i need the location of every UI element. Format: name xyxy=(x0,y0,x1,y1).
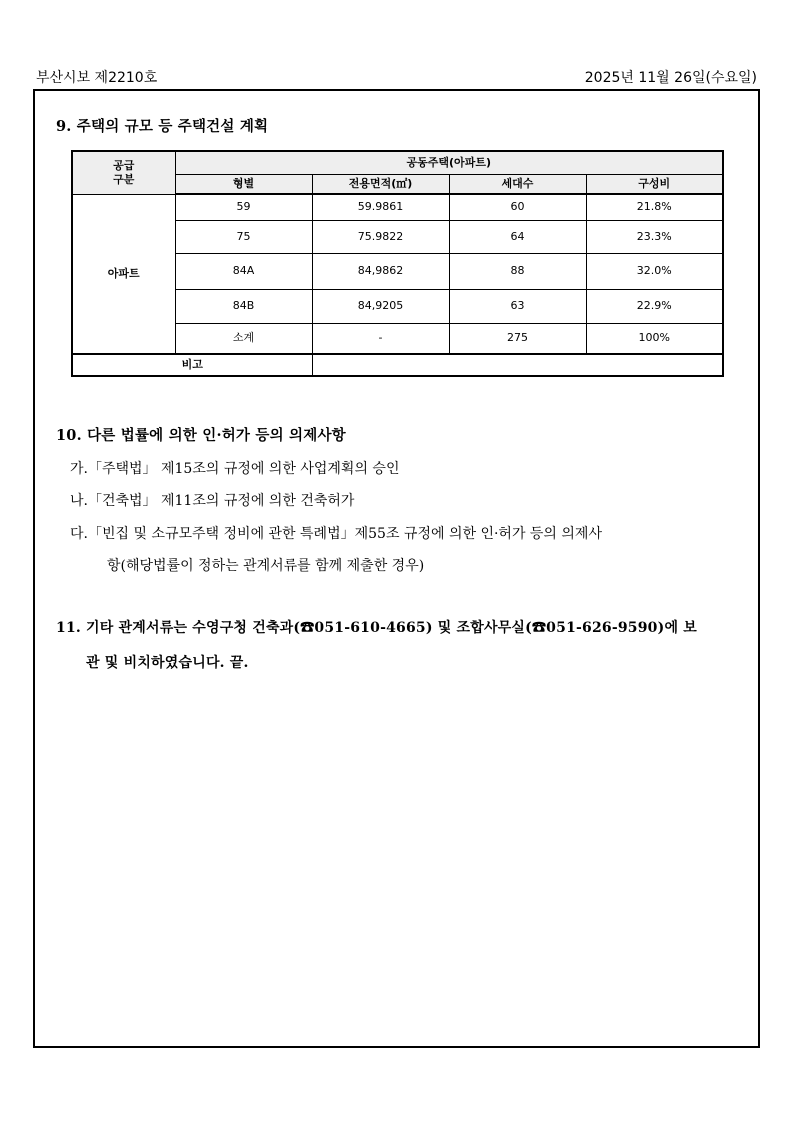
gazette-date: 2025년 11월 26일(수요일) xyxy=(584,70,757,86)
cell-area: 75.9822 xyxy=(312,220,449,253)
gazette-issue: 부산시보 제2210호 xyxy=(36,70,158,86)
cell-households: 275 xyxy=(449,323,586,354)
cell-area: 84,9205 xyxy=(312,289,449,323)
cell-ratio: 21.8% xyxy=(586,194,723,220)
section-10-item-ga: 가.「주택법」 제15조의 규정에 의한 사업계획의 승인 xyxy=(70,461,400,477)
section-9-title: 9. 주택의 규모 등 주택건설 계획 xyxy=(56,118,269,135)
cell-area: 84,9862 xyxy=(312,253,449,289)
cell-households: 88 xyxy=(449,253,586,289)
cell-type: 소계 xyxy=(175,323,312,354)
header-type: 형별 xyxy=(175,174,312,194)
section-10-item-da: 다.「빈집 및 소규모주택 정비에 관한 특례법」제55조 규정에 의한 인·허가 등의 의제사 xyxy=(70,526,602,542)
header-households: 세대수 xyxy=(449,174,586,194)
cell-type: 84B xyxy=(175,289,312,323)
header-area: 전용면적(㎡) xyxy=(312,174,449,194)
cell-area: 59.9861 xyxy=(312,194,449,220)
cell-type: 84A xyxy=(175,253,312,289)
cell-type: 59 xyxy=(175,194,312,220)
cell-ratio: 100% xyxy=(586,323,723,354)
cell-area: - xyxy=(312,323,449,354)
section-10-title: 10. 다른 법률에 의한 인·허가 등의 의제사항 xyxy=(56,427,346,444)
cell-ratio: 23.3% xyxy=(586,220,723,253)
housing-plan-table xyxy=(71,150,724,377)
section-11-line-2: 관 및 비치하였습니다. 끝. xyxy=(86,655,249,671)
cell-households: 64 xyxy=(449,220,586,253)
cell-ratio: 22.9% xyxy=(586,289,723,323)
header-group: 공동주택(아파트) xyxy=(175,151,723,174)
table-row xyxy=(72,194,723,220)
cell-type: 75 xyxy=(175,220,312,253)
section-10-item-na: 나.「건축법」 제11조의 규정에 의한 건축허가 xyxy=(70,493,355,509)
cell-households: 63 xyxy=(449,289,586,323)
row-label-apartment: 아파트 xyxy=(72,194,175,354)
section-10-item-da-cont: 항(해당법률이 정하는 관계서류를 함께 제출한 경우) xyxy=(107,558,425,574)
remark-label: 비고 xyxy=(72,354,312,376)
remark-value xyxy=(312,354,723,376)
cell-households: 60 xyxy=(449,194,586,220)
cell-ratio: 32.0% xyxy=(586,253,723,289)
header-supply-type: 공급 구분 xyxy=(72,151,175,194)
section-11-line-1: 11. 기타 관계서류는 수영구청 건축과(☎051-610-4665) 및 조합사무실(☎051-626-9590)에 보 xyxy=(56,620,697,636)
header-ratio: 구성비 xyxy=(586,174,723,194)
